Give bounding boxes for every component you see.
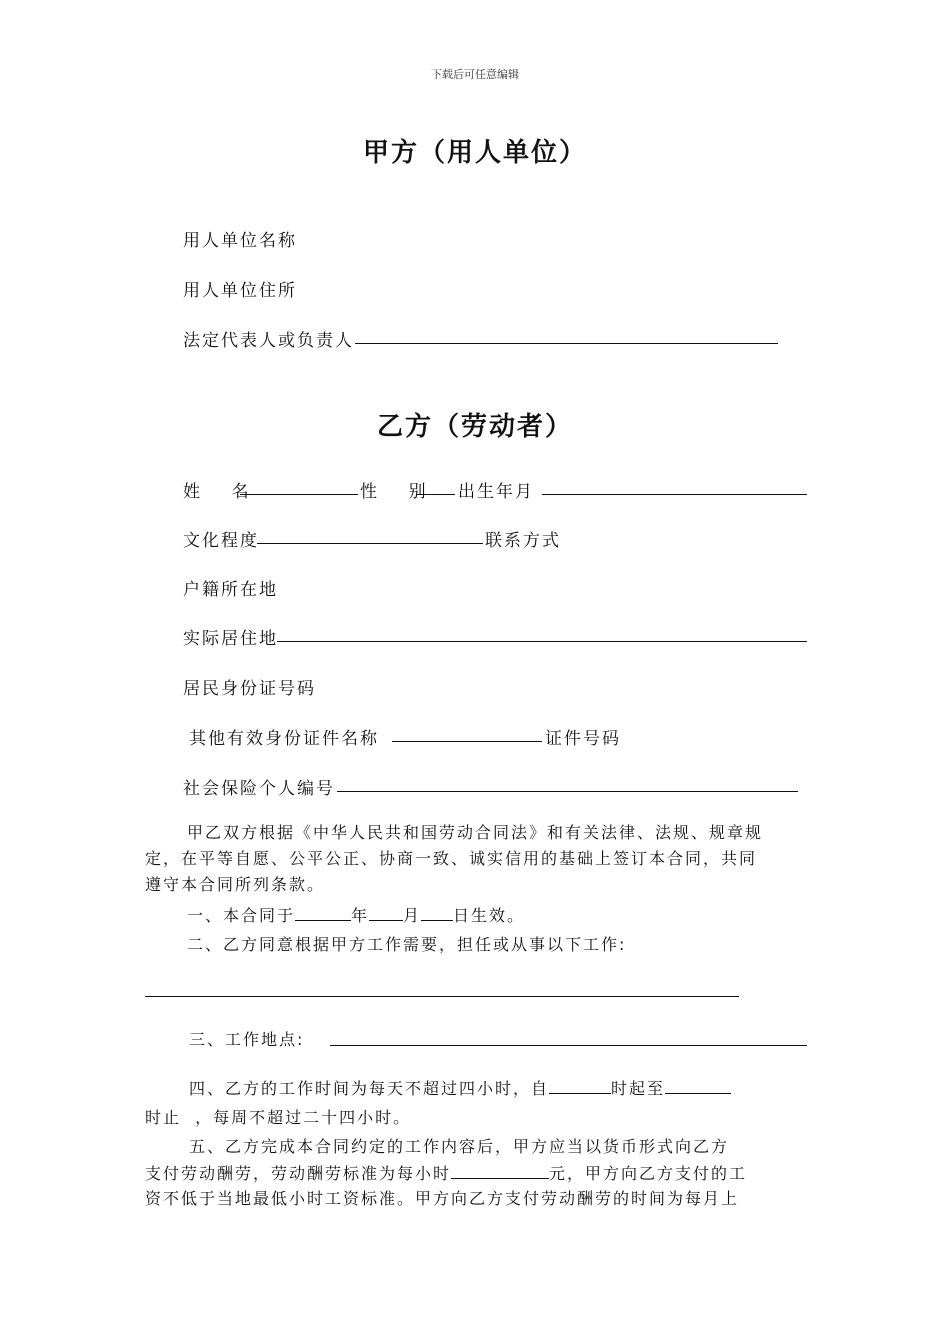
clause-1-prefix: 一、本合同于 bbox=[187, 906, 296, 925]
work-location-field[interactable] bbox=[330, 1045, 807, 1046]
legal-rep-label: 法定代表人或负责人 bbox=[183, 331, 354, 351]
preamble-line-1: 甲乙双方根据《中华人民共和国劳动合同法》和有关法律、法规、规章规 bbox=[187, 823, 764, 842]
job-description-field[interactable] bbox=[145, 996, 739, 997]
preamble-line-3: 遵守本合同所列条款。 bbox=[145, 875, 326, 894]
education-label: 文化程度 bbox=[183, 531, 259, 551]
start-hour-field[interactable] bbox=[549, 1075, 611, 1094]
preamble-line-2: 定，在平等自愿、公平公正、协商一致、诚实信用的基础上签订本合同，共同 bbox=[145, 849, 758, 868]
birth-label: 出生年月 bbox=[458, 482, 534, 502]
clause-2: 二、乙方同意根据甲方工作需要，担任或从事以下工作: bbox=[187, 935, 627, 954]
contact-label: 联系方式 bbox=[485, 531, 561, 551]
household-label: 户籍所在地 bbox=[183, 580, 278, 600]
birth-field[interactable] bbox=[542, 494, 807, 495]
header-note: 下载后可任意编辑 bbox=[431, 68, 519, 81]
residence-label: 实际居住地 bbox=[183, 629, 278, 649]
employer-address-label: 用人单位住所 bbox=[183, 281, 297, 301]
end-hour-field[interactable] bbox=[665, 1075, 731, 1094]
clause-5-line-2-suffix: 元，甲方向乙方支付的工 bbox=[549, 1164, 748, 1183]
clause-3: 三、工作地点: bbox=[189, 1030, 305, 1049]
party-b-title: 乙方（劳动者） bbox=[376, 412, 573, 442]
clause-1-month: 月 bbox=[403, 906, 422, 925]
party-a-title: 甲方（用人单位） bbox=[362, 138, 587, 168]
effective-month-field[interactable] bbox=[369, 902, 403, 921]
clause-4-line-2: 时止 ，每周不超过二十四小时。 bbox=[145, 1108, 412, 1127]
gender-label: 性 别 bbox=[360, 482, 428, 502]
clause-1-day: 日生效。 bbox=[453, 906, 526, 925]
social-security-field[interactable] bbox=[337, 791, 798, 792]
social-security-label: 社会保险个人编号 bbox=[183, 779, 335, 799]
other-id-field[interactable] bbox=[392, 741, 542, 742]
worker-name-label: 姓 名 bbox=[183, 482, 251, 502]
worker-name-field[interactable] bbox=[240, 494, 358, 495]
legal-rep-field[interactable] bbox=[355, 343, 778, 344]
other-id-label: 其他有效身份证件名称 bbox=[189, 729, 379, 749]
id-number-label: 居民身份证号码 bbox=[183, 679, 316, 699]
clause-4-prefix: 四、乙方的工作时间为每天不超过四小时，自 bbox=[189, 1079, 550, 1098]
clause-5-line-3: 资不低于当地最低小时工资标准。甲方向乙方支付劳动酬劳的时间为每月上 bbox=[145, 1189, 740, 1208]
clause-1 bbox=[187, 902, 525, 929]
employer-name-label: 用人单位名称 bbox=[183, 231, 297, 251]
gender-field[interactable] bbox=[417, 494, 455, 495]
clause-5-line-2 bbox=[145, 1160, 747, 1187]
clause-5-line-1: 五、乙方完成本合同约定的工作内容后，甲方应当以货币形式向乙方 bbox=[189, 1137, 730, 1156]
clause-4-mid: 时起至 bbox=[611, 1079, 666, 1098]
effective-day-field[interactable] bbox=[421, 902, 453, 921]
cert-number-label: 证件号码 bbox=[545, 729, 621, 749]
hourly-wage-field[interactable] bbox=[451, 1160, 549, 1179]
clause-1-year: 年 bbox=[351, 906, 370, 925]
clause-4-line-1 bbox=[189, 1075, 731, 1102]
clause-5-line-2-prefix: 支付劳动酬劳，劳动酬劳标准为每小时 bbox=[145, 1164, 452, 1183]
education-field[interactable] bbox=[257, 543, 483, 544]
residence-field[interactable] bbox=[277, 641, 807, 642]
effective-year-field[interactable] bbox=[295, 902, 351, 921]
